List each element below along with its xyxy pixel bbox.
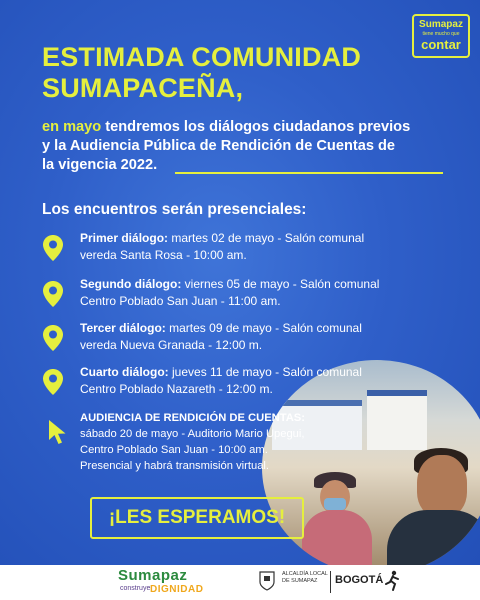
sumapaz-logo [118, 567, 208, 599]
event-label: Cuarto diálogo: [80, 365, 169, 379]
event-label: Segundo diálogo: [80, 277, 182, 291]
event-text [80, 320, 420, 354]
event-text [80, 230, 420, 264]
audiencia-line2: Centro Poblado San Juan - 10:00 am. [80, 444, 268, 456]
event-detail: martes 09 de mayo - Salón comunal [165, 321, 362, 335]
event-text [80, 276, 420, 310]
brand-badge-line2: tiene mucho que [422, 31, 460, 37]
headline [42, 42, 402, 104]
bogota-seal-icon [258, 570, 276, 592]
subheading: Los encuentros serán presenciales: [42, 201, 307, 218]
alcaldia-line1: ALCALDÍA LOCAL [282, 571, 328, 577]
intro-line1: tendremos los diálogos ciudadanos previos [101, 119, 411, 135]
audiencia-title: AUDIENCIA DE RENDICIÓN DE CUENTAS: [80, 412, 305, 424]
brand-badge-line1: Sumapaz [419, 19, 463, 30]
audiencia-block [80, 410, 340, 474]
alcaldia-line2: DE SUMAPAZ [282, 578, 318, 584]
event-item-1 [42, 230, 442, 270]
event-text [80, 364, 420, 398]
headline-line2: SUMAPACEÑA, [42, 73, 244, 103]
alcaldia-label [282, 571, 328, 585]
cursor-arrow-icon [46, 418, 70, 446]
brand-badge [412, 14, 470, 58]
intro-highlight: en mayo [42, 119, 102, 135]
logo-main-text: Sumapaz [118, 567, 188, 584]
intro-line3: la vigencia 2022. [42, 157, 158, 173]
cta-banner: ¡LES ESPERAMOS! [90, 497, 304, 539]
event-item-2 [42, 276, 442, 316]
headline-line1: ESTIMADA COMUNIDAD [42, 42, 362, 72]
event-line2: vereda Santa Rosa - 10:00 am. [80, 248, 247, 262]
bogota-wordmark: BOGOTÁ [335, 574, 384, 586]
event-label: Primer diálogo: [80, 231, 169, 245]
location-pin-icon [42, 234, 64, 262]
event-label: Tercer diálogo: [80, 321, 166, 335]
logo-small-text: construye [120, 585, 151, 592]
event-line2: vereda Nueva Granada - 12:00 m. [80, 338, 263, 352]
intro-text [42, 118, 442, 175]
running-figure-icon [384, 570, 400, 592]
brand-badge-line3: contar [421, 37, 461, 52]
intro-underline [175, 172, 443, 174]
location-pin-icon [42, 368, 64, 396]
footer [0, 565, 480, 600]
event-detail: martes 02 de mayo - Salón comunal [168, 231, 365, 245]
event-item-3 [42, 320, 442, 360]
event-detail: jueves 11 de mayo - Salón comunal [168, 365, 362, 379]
audiencia-line1: sábado 20 de mayo - Auditorio Mario Upegui, [80, 428, 305, 440]
intro-line2: y la Audiencia Pública de Rendición de Cuentas de [42, 138, 396, 154]
location-pin-icon [42, 324, 64, 352]
location-pin-icon [42, 280, 64, 308]
event-item-4 [42, 364, 442, 404]
event-detail: viernes 05 de mayo - Salón comunal [181, 277, 380, 291]
footer-divider [330, 571, 331, 593]
logo-second-text: DIGNIDAD [150, 584, 204, 595]
audiencia-line3: Presencial y habrá transmisión virtual. [80, 460, 270, 472]
event-line2: Centro Poblado San Juan - 11:00 am. [80, 294, 281, 308]
event-line2: Centro Poblado Nazareth - 12:00 m. [80, 382, 273, 396]
